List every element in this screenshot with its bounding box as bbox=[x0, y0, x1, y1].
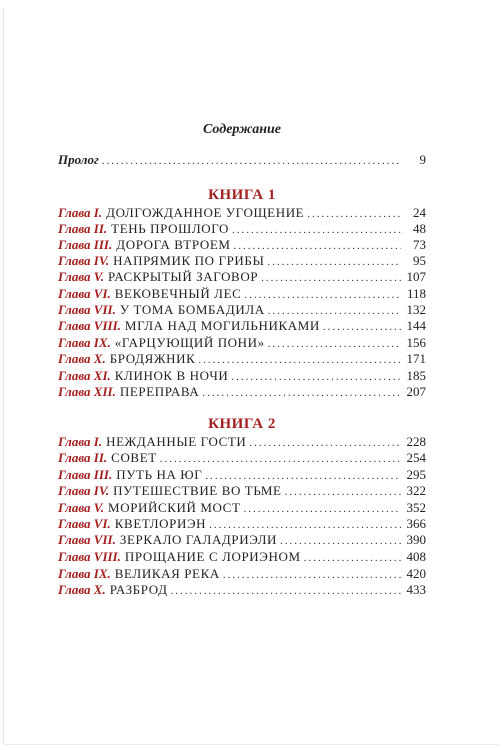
dot-leader bbox=[244, 501, 402, 517]
page-number: 420 bbox=[406, 566, 426, 581]
page-number: 73 bbox=[413, 237, 426, 252]
book-heading: КНИГА 2 bbox=[208, 416, 276, 432]
toc-row-chapter[interactable] bbox=[58, 434, 426, 450]
chapter-title: МГЛА НАД МОГИЛЬНИКАМИ bbox=[124, 318, 320, 333]
page-number: 24 bbox=[413, 205, 426, 220]
dot-leader bbox=[285, 484, 401, 500]
dot-leader bbox=[244, 287, 401, 303]
dot-leader bbox=[231, 369, 401, 385]
page-number: 390 bbox=[406, 532, 426, 547]
chapter-title: «ГАРЦУЮЩИЙ ПОНИ» bbox=[114, 335, 265, 350]
chapter-title: МОРИЙСКИЙ МОСТ bbox=[108, 500, 241, 515]
chapter-title: РАСКРЫТЫЙ ЗАГОВОР bbox=[108, 269, 259, 284]
toc-row-chapter[interactable] bbox=[58, 549, 426, 565]
chapter-number: Глава I. bbox=[58, 434, 103, 449]
chapter-title: КЛИНОК В НОЧИ bbox=[114, 368, 229, 383]
toc-row-chapter[interactable] bbox=[58, 500, 426, 516]
page-number: 185 bbox=[406, 368, 426, 383]
page-number: 9 bbox=[419, 152, 426, 167]
toc-row-chapter[interactable] bbox=[58, 483, 426, 499]
page-number: 207 bbox=[406, 384, 426, 399]
toc-row-chapter[interactable] bbox=[58, 368, 426, 384]
toc-row-chapter[interactable] bbox=[58, 205, 426, 221]
chapter-title: НЕЖДАННЫЕ ГОСТИ bbox=[106, 434, 247, 449]
dot-leader bbox=[268, 303, 401, 319]
chapter-number: Глава V. bbox=[58, 269, 105, 284]
chapter-number: Глава VII. bbox=[58, 302, 116, 317]
dot-leader bbox=[234, 238, 401, 254]
toc-row-chapter[interactable] bbox=[58, 467, 426, 483]
chapter-number: Глава IV. bbox=[58, 253, 110, 268]
chapter-title: СОВЕТ bbox=[111, 450, 157, 465]
chapter-number: Глава I. bbox=[58, 205, 103, 220]
dot-leader bbox=[209, 517, 401, 533]
page-number: 171 bbox=[406, 351, 426, 366]
chapter-number: Глава II. bbox=[58, 450, 108, 465]
toc-row-chapter[interactable] bbox=[58, 221, 426, 237]
dot-leader bbox=[198, 352, 401, 368]
chapter-title: ПУТЬ НА ЮГ bbox=[116, 467, 203, 482]
toc-row-chapter[interactable] bbox=[58, 450, 426, 466]
chapter-title: ПУТЕШЕСТВИЕ ВО ТЬМЕ bbox=[113, 483, 282, 498]
dot-leader bbox=[280, 533, 401, 549]
prolog-label: Пролог bbox=[58, 152, 99, 167]
dot-leader bbox=[171, 583, 401, 599]
page-number: 118 bbox=[406, 286, 426, 301]
chapter-number: Глава XII. bbox=[58, 384, 116, 399]
chapter-number: Глава XI. bbox=[58, 368, 111, 383]
chapter-title: БРОДЯЖНИК bbox=[109, 351, 196, 366]
page-number: 295 bbox=[406, 467, 426, 482]
chapter-number: Глава IX. bbox=[58, 566, 111, 581]
page-number: 322 bbox=[406, 483, 426, 498]
dot-leader bbox=[323, 319, 401, 335]
chapter-title: ДОРОГА ВТРОЕМ bbox=[116, 237, 231, 252]
chapter-number: Глава X. bbox=[58, 582, 106, 597]
toc-row-chapter[interactable] bbox=[58, 532, 426, 548]
dot-leader bbox=[160, 451, 401, 467]
dot-leader bbox=[102, 153, 401, 169]
chapter-title: ТЕНЬ ПРОШЛОГО bbox=[111, 221, 230, 236]
page-number: 95 bbox=[413, 253, 426, 268]
chapter-title: ДОЛГОЖДАННОЕ УГОЩЕНИЕ bbox=[106, 205, 305, 220]
chapter-title: ВЕЛИКАЯ РЕКА bbox=[114, 566, 220, 581]
chapter-number: Глава VII. bbox=[58, 532, 116, 547]
dot-leader bbox=[223, 567, 401, 583]
chapter-title: РАЗБРОД bbox=[109, 582, 168, 597]
dot-leader bbox=[202, 385, 401, 401]
toc-row-prolog[interactable] bbox=[58, 152, 426, 168]
toc-row-chapter[interactable] bbox=[58, 318, 426, 334]
chapter-number: Глава X. bbox=[58, 351, 106, 366]
page-number: 352 bbox=[406, 500, 426, 515]
dot-leader bbox=[307, 206, 401, 222]
chapter-number: Глава IX. bbox=[58, 335, 111, 350]
chapter-number: Глава VI. bbox=[58, 286, 111, 301]
page-bottom-line bbox=[3, 744, 499, 745]
chapter-title: ВЕКОВЕЧНЫЙ ЛЕС bbox=[114, 286, 242, 301]
page-number: 408 bbox=[406, 549, 426, 564]
page-number: 107 bbox=[406, 269, 426, 284]
dot-leader bbox=[267, 254, 401, 270]
dot-leader bbox=[261, 270, 401, 286]
toc-row-chapter[interactable] bbox=[58, 384, 426, 400]
page-number: 228 bbox=[406, 434, 426, 449]
chapter-number: Глава II. bbox=[58, 221, 108, 236]
chapter-number: Глава IV. bbox=[58, 483, 110, 498]
page-number: 366 bbox=[406, 516, 426, 531]
toc-title: Содержание bbox=[203, 122, 281, 137]
page-number: 254 bbox=[406, 450, 426, 465]
chapter-title: ПРОЩАНИЕ С ЛОРИЭНОМ bbox=[124, 549, 301, 564]
page-number: 144 bbox=[406, 318, 426, 333]
page-number: 132 bbox=[406, 302, 426, 317]
chapter-title: ПЕРЕПРАВА bbox=[119, 384, 200, 399]
page-number: 433 bbox=[406, 582, 426, 597]
toc-row-chapter[interactable] bbox=[58, 335, 426, 351]
chapter-number: Глава VIII. bbox=[58, 549, 121, 564]
chapter-number: Глава VI. bbox=[58, 516, 111, 531]
chapter-title: НАПРЯМИК ПО ГРИБЫ bbox=[113, 253, 265, 268]
dot-leader bbox=[205, 468, 401, 484]
page-edge-line bbox=[3, 8, 4, 744]
chapter-title: ЗЕРКАЛО ГАЛАДРИЭЛИ bbox=[119, 532, 277, 547]
chapter-title: КВЕТЛОРИЭН bbox=[114, 516, 207, 531]
toc-row-chapter[interactable] bbox=[58, 302, 426, 318]
dot-leader bbox=[304, 550, 401, 566]
toc-row-chapter[interactable] bbox=[58, 269, 426, 285]
toc-row-chapter[interactable] bbox=[58, 566, 426, 582]
page-number: 48 bbox=[413, 221, 426, 236]
page-number: 156 bbox=[406, 335, 426, 350]
chapter-number: Глава III. bbox=[58, 467, 113, 482]
dot-leader bbox=[232, 222, 401, 238]
book-heading: КНИГА 1 bbox=[208, 187, 276, 203]
toc-row-chapter[interactable] bbox=[58, 582, 426, 598]
chapter-number: Глава V. bbox=[58, 500, 105, 515]
toc-row-chapter[interactable] bbox=[58, 286, 426, 302]
toc-row-chapter[interactable] bbox=[58, 253, 426, 269]
toc-row-chapter[interactable] bbox=[58, 516, 426, 532]
dot-leader bbox=[249, 435, 401, 451]
dot-leader bbox=[268, 336, 401, 352]
chapter-number: Глава VIII. bbox=[58, 318, 121, 333]
toc-row-chapter[interactable] bbox=[58, 351, 426, 367]
chapter-title: У ТОМА БОМБАДИЛА bbox=[119, 302, 265, 317]
chapter-number: Глава III. bbox=[58, 237, 113, 252]
toc-row-chapter[interactable] bbox=[58, 237, 426, 253]
